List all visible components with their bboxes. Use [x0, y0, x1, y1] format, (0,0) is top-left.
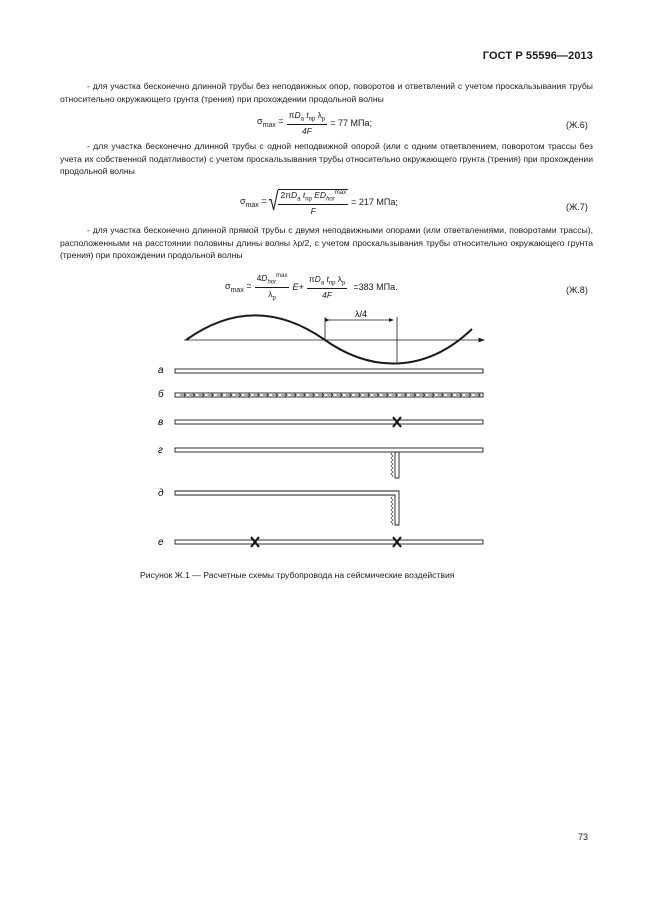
friction-arrow: [254, 394, 260, 397]
wave-curve: [186, 315, 472, 363]
soil-spring: [391, 521, 393, 525]
friction-arrow: [474, 394, 480, 397]
eq6-result: = 77 МПа;: [330, 117, 372, 128]
friction-arrow: [410, 394, 416, 397]
fixed-support-v-icon: [393, 417, 401, 427]
pipe-e: [175, 540, 483, 544]
eq7-fraction: [278, 189, 348, 216]
eq8-number: (Ж.8): [566, 285, 588, 295]
pipe-v: [175, 420, 483, 424]
friction-arrow: [428, 394, 434, 397]
wave-diagram: [184, 309, 484, 364]
friction-arrow: [244, 394, 250, 397]
eq8-lhs: $\sigma_{max}$ =: [225, 280, 252, 294]
eq7-denominator: F: [310, 205, 316, 216]
eq8-result: =383 МПа.: [353, 282, 398, 293]
eq7-result: = 217 МПа;: [351, 197, 398, 208]
eq8-fraction-1: [255, 273, 290, 301]
figure-caption: Рисунок Ж.1 — Расчетные схемы трубопровода на сейсмические воздействия: [140, 570, 455, 580]
eq6-lhs: $\sigma_{max}$ =: [257, 116, 284, 130]
friction-arrow: [290, 394, 296, 397]
branch-g: [395, 452, 399, 478]
friction-arrow: [336, 394, 342, 397]
eq6-number: (Ж.6): [566, 120, 588, 130]
eq8-term2-numerator: $\pi D_a$ $t_{пр}$ $\lambda_p$: [308, 274, 346, 288]
pipe-d-bend: [175, 491, 399, 525]
soil-spring: [391, 501, 393, 505]
friction-arrow: [373, 394, 379, 397]
row-label-e: е: [158, 537, 164, 548]
wave-label: λ/4: [354, 309, 368, 319]
friction-arrow: [189, 394, 195, 397]
soil-spring: [391, 505, 393, 509]
friction-arrow: [272, 394, 278, 397]
soil-spring-d-icon: [391, 497, 393, 525]
equation-zh8: [225, 273, 398, 301]
soil-spring: [391, 469, 393, 473]
soil-spring: [391, 457, 393, 461]
eq7-number: (Ж.7): [566, 202, 588, 212]
eq8-term1-denominator: $\lambda_p$: [268, 288, 276, 302]
eq8-fraction-2: [307, 274, 348, 300]
friction-arrow: [263, 394, 269, 397]
friction-arrow: [208, 394, 214, 397]
friction-arrow: [235, 394, 241, 397]
friction-arrow: [382, 394, 388, 397]
fixed-support-e1-icon: [251, 537, 259, 547]
row-label-d: д: [158, 488, 164, 499]
equation-zh7: [240, 189, 398, 216]
eq8-mid: E+: [292, 282, 304, 293]
friction-arrow: [318, 394, 324, 397]
friction-arrow: [465, 394, 471, 397]
pipe-g: [175, 448, 483, 452]
soil-spring: [391, 509, 393, 513]
soil-spring: [391, 517, 393, 521]
friction-arrow: [217, 394, 223, 397]
friction-arrow: [401, 394, 407, 397]
friction-arrow: [327, 394, 333, 397]
friction-arrow: [180, 394, 186, 397]
row-label-g: г: [158, 445, 163, 456]
row-label-b: б: [158, 389, 164, 400]
friction-arrow: [447, 394, 453, 397]
sqrt-sign: √: [268, 187, 279, 216]
friction-arrow: [392, 394, 398, 397]
friction-arrows: [180, 394, 480, 397]
pipe-a: [175, 369, 483, 373]
friction-arrow: [198, 394, 204, 397]
soil-spring-g-icon: [391, 453, 393, 477]
friction-arrow: [438, 394, 444, 397]
row-label-v: в: [158, 417, 164, 428]
eq6-fraction: [287, 110, 328, 136]
equation-zh6: [257, 110, 372, 136]
friction-arrow: [281, 394, 287, 397]
friction-arrow: [456, 394, 462, 397]
paragraph-2: - для участка бесконечно длинной трубы с одной неподвижной опорой (или с одним ответвлением, поворотом трассы без учета их собственной податливости) с учетом проскальзывания трубы относительно окружающего грунта (трения) при прохождении продольной волны: [60, 141, 593, 177]
soil-spring: [391, 453, 393, 457]
eq6-numerator: $\pi D_a$ $t_{пр}$ $\lambda_p$: [288, 110, 326, 123]
friction-arrow: [346, 394, 352, 397]
friction-arrow: [364, 394, 370, 397]
friction-arrow: [355, 394, 361, 397]
soil-spring: [391, 497, 393, 501]
row-label-a: а: [158, 365, 164, 376]
friction-arrow: [309, 394, 315, 397]
eq7-numerator: $2\pi D_a$ $t_{пр}$ $ED_{hor}^{max}$: [280, 190, 347, 203]
paragraph-1: - для участка бесконечно длинной трубы без неподвижных опор, поворотов и ответвлений с учетом проскальзывания трубы относительно окружающего грунта (трения) при прохождении продольной волны: [60, 81, 593, 104]
soil-spring: [391, 465, 393, 469]
soil-spring: [391, 461, 393, 465]
friction-arrow: [300, 394, 306, 397]
eq8-term1-numerator: $4D_{hor}^{max}$: [256, 273, 288, 286]
friction-arrow: [419, 394, 425, 397]
document-header: ГОСТ Р 55596—2013: [482, 50, 593, 62]
eq7-lhs: $\sigma_{max}$ =: [240, 195, 267, 209]
eq8-term2-denominator: 4F: [322, 290, 333, 301]
figure-zh1: [140, 305, 500, 555]
friction-arrow: [226, 394, 232, 397]
paragraph-3: - для участка бесконечно длинной прямой трубы с двумя неподвижными опорами (или ответвлениями, поворотами трассы), расположенными на расстоянии половины длины волны λp/2, с учетом проскальзывания трубы относительно окружающего грунта (трения) при прохождении продольной волны: [60, 225, 593, 261]
soil-spring: [391, 473, 393, 477]
page-number: 73: [578, 832, 589, 842]
eq6-denominator: 4F: [301, 125, 312, 136]
fixed-support-e2-icon: [393, 537, 401, 547]
soil-spring: [391, 513, 393, 517]
